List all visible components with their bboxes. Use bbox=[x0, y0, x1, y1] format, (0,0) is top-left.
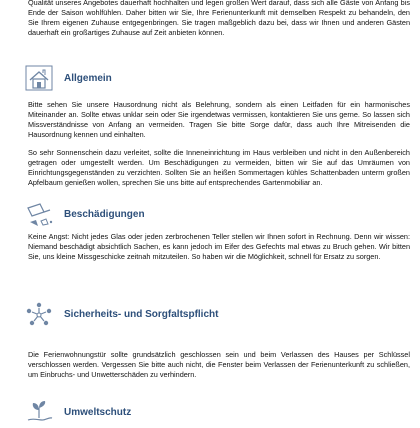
broken-cup-icon bbox=[24, 200, 56, 230]
allgemein-paragraph-1: Bitte sehen Sie unsere Hausordnung nicht als Belehrung, sondern als einen Leitfaden für ein harmonisches Miteinander an. Sollte etwas unklar sein oder Sie irgendetwas vermissen, kontaktieren Sie uns gerne. So lassen sich Missverständnisse von Anfang an vermeiden. Tragen Sie bitte Sorge dafür, dass auch Ihre Mitreisenden die Hausordnung kennen und einhalten. bbox=[28, 100, 410, 139]
section-beschaedigungen-title: Beschädigungen bbox=[64, 209, 145, 220]
intro-paragraph: Qualität unseres Angebotes dauerhaft hochhalten und legen großen Wert darauf, dass sich alle Gäste von Anfang bis Ende der Saison wohlfühlen. Daher bitten wir Sie, Ihre Ferienunterkunft mit demselben Respekt zu behandeln, den Sie Ihrem eigenen Zuhause entgegenbringen. Sie tragen maßgeblich dazu bei, dass wir Ihnen und anderen Gästen dauerhaft ein großartiges Zuhause auf Zeit anbieten können. bbox=[28, 0, 410, 37]
allgemein-paragraph-2: So sehr Sonnenschein dazu verleitet, sollte die Inneneinrichtung im Haus verbleiben und nicht in den Außenbereich getragen oder umgestellt werden. Um Beschädigungen zu vermeiden, bitten wir Sie auf das Umräumen von Einrichtungsgegenständen zu verzichten. Sollten Sie an heißen Sommertagen kühles Schattenbaden unterm großen Apfelbaum genießen wollen, sprechen Sie uns bitte auf entsprechendes Gartenmobiliar an. bbox=[28, 148, 410, 187]
section-allgemein-title: Allgemein bbox=[64, 73, 112, 84]
plant-in-hand-icon bbox=[24, 398, 56, 428]
section-umweltschutz-heading bbox=[24, 398, 324, 428]
people-circle-icon bbox=[24, 300, 56, 330]
sicherheit-paragraph: Die Ferienwohnungstür sollte grundsätzlich geschlossen sein und beim Verlassen des Hauses per Schlüssel verschlossen werden. Vergessen Sie bitte auch nicht, die Fenster beim Verlassen der Ferienunterkunft zu schließen, um Einbruchs- und Unwetterschäden zu verhindern. bbox=[28, 350, 410, 379]
house-icon bbox=[24, 64, 56, 94]
section-sicherheit-heading bbox=[24, 300, 324, 330]
section-umweltschutz-title: Umweltschutz bbox=[64, 407, 132, 418]
section-sicherheit-title: Sicherheits- und Sorgfaltspflicht bbox=[64, 309, 219, 320]
section-allgemein-heading bbox=[24, 64, 324, 94]
section-beschaedigungen-heading bbox=[24, 200, 324, 230]
beschaedigungen-paragraph: Keine Angst: Nicht jedes Glas oder jeden zerbrochenen Teller stellen wir Ihnen sofort in Rechnung. Denn wir wissen: Niemand beschädigt absichtlich Sachen, es kann jedoch im Eifer des Gefechts mal etwas zu Bruch gehen. Wir bitten Sie, uns kleine Missgeschicke zeitnah mitzuteilen. So haben wir die Möglichkeit, schnell für Ersatz zu sorgen. bbox=[28, 232, 410, 261]
